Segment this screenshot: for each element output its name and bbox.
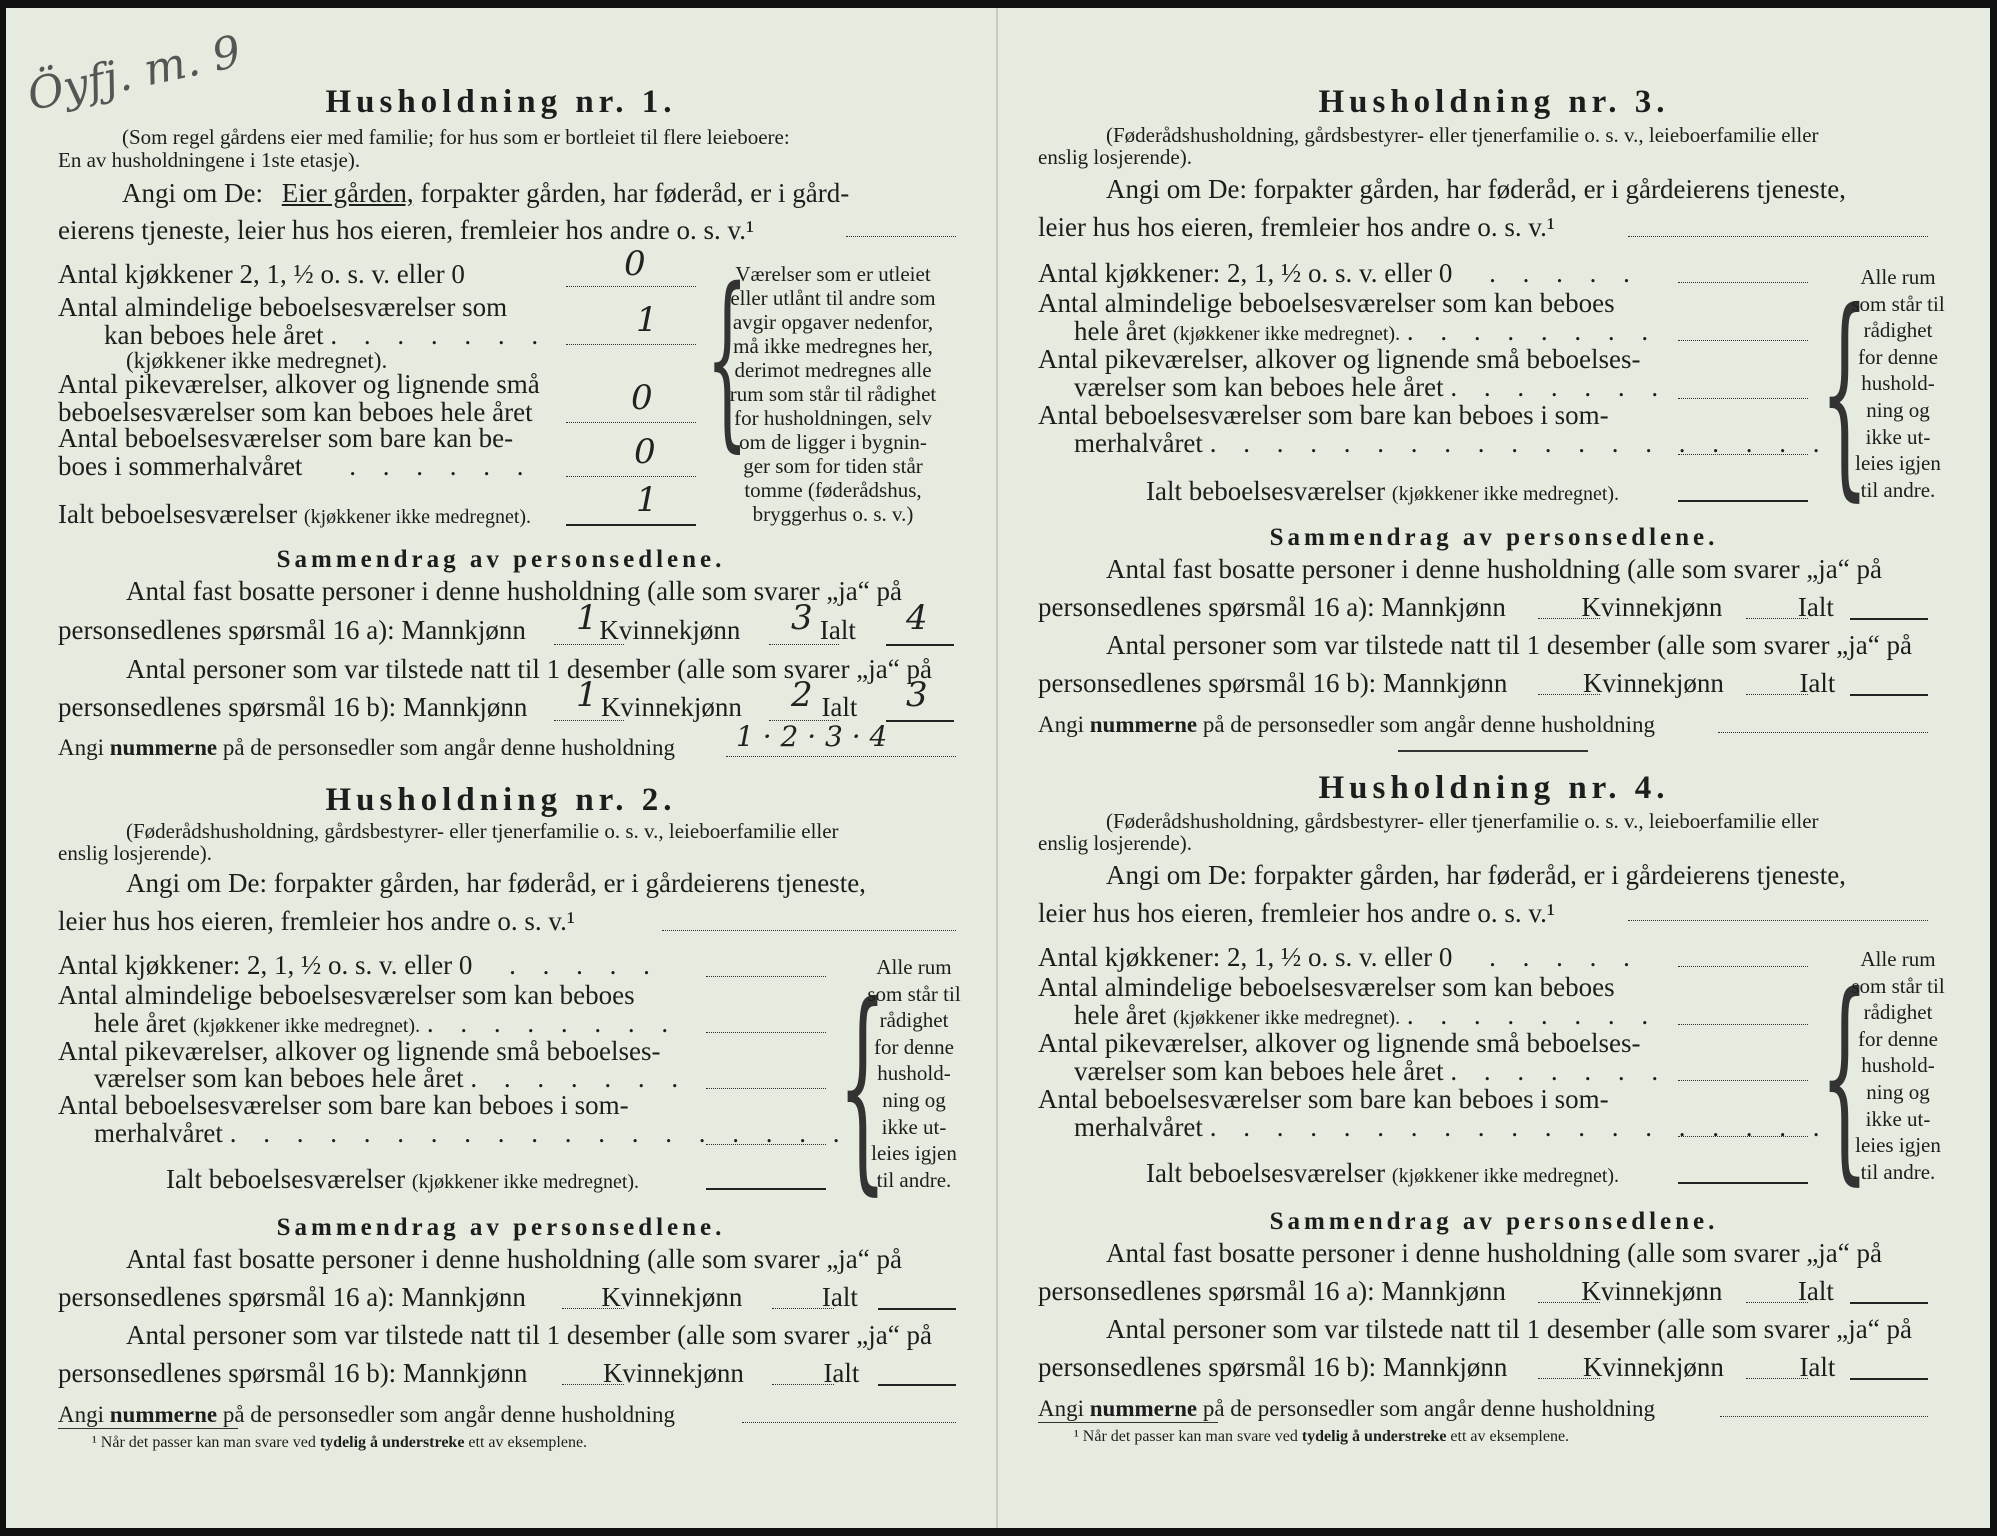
h1-16a-male-value: 1	[576, 598, 598, 638]
h1-16a-female-value: 3	[791, 598, 813, 638]
h3-numbers-bold: nummerne	[1089, 712, 1198, 737]
h1-summer-label-b: boes i sommerhalvåret . . . . . .	[58, 451, 534, 481]
h3-ordinary-label-a: Antal almindelige beboelsesværelser som kan beboes	[1038, 288, 1615, 318]
h1-16a-total-field[interactable]	[886, 644, 954, 646]
h3-16b-line1: Antal personer som var tilstede natt til 1 desember (alle som svarer „ja“ på	[1106, 630, 1912, 660]
h1-side-line: bryggerhus o. s. v.)	[752, 502, 914, 526]
h1-16b-male-value: 1	[576, 675, 598, 715]
h4-total-note: (kjøkkener ikke medregnet).	[1391, 1165, 1620, 1187]
h3-kitchens-field[interactable]	[1678, 282, 1808, 283]
h2-title: Husholdning nr. 2.	[325, 782, 677, 818]
h4-angi-line2: leier hus hos eieren, fremleier hos andre o. s. v.¹	[1038, 898, 1555, 928]
h3-summer-text: merhalvåret	[1074, 428, 1203, 458]
h1-side-line: avgir opgaver nedenfor,	[732, 310, 934, 334]
h1-side-line: derimot medregnes alle	[734, 358, 932, 382]
h1-side-line: tomme (føderådshus,	[744, 478, 922, 502]
h1-ordinary-field[interactable]	[566, 344, 696, 345]
h2-16b-male-field[interactable]	[562, 1384, 624, 1385]
h3-total-note: (kjøkkener ikke medregnet).	[1391, 483, 1620, 505]
h3-kitchens-label: Antal kjøkkener: 2, 1, ½ o. s. v. eller 0 . . . . .	[1038, 258, 1640, 288]
h3-16b-total-label: Ialt	[1799, 668, 1836, 698]
h2-16b-total-label: Ialt	[823, 1358, 860, 1388]
h1-side-line: ger som for tiden står	[743, 454, 923, 478]
h1-summer-field[interactable]	[566, 476, 696, 477]
census-form-sheet	[6, 8, 1990, 1528]
h1-title: Husholdning nr. 1.	[325, 84, 677, 120]
h3-summer-label-a: Antal beboelsesværelser som bare kan beboes i som-	[1038, 400, 1609, 430]
h2-ordinary-field[interactable]	[706, 1032, 826, 1033]
h4-title: Husholdning nr. 4.	[1318, 770, 1670, 806]
h4-footnote-pre: ¹ Når det passer kan man svare ved	[1074, 1428, 1298, 1445]
h1-16a-line1: Antal fast bosatte personer i denne husholdning (alle som svarer „ja“ på	[126, 576, 902, 606]
h1-maid-value: 0	[631, 378, 653, 418]
h1-ordinary-value: 1	[636, 300, 658, 340]
h1-numbers-bold: nummerne	[109, 735, 218, 760]
h1-total-field[interactable]	[566, 524, 696, 526]
h3-numbers-rest: på de personsedler som angår denne husholdning	[1202, 712, 1656, 737]
h1-16b-male-label: personsedlenes spørsmål 16 b): Mannkjønn	[58, 692, 528, 722]
h1-16b-line1: Antal personer som var tilstede natt til 1 desember (alle som svarer „ja“ på	[126, 654, 932, 684]
h3-summer-field[interactable]	[1678, 454, 1808, 455]
h2-maid-label-b: værelser som kan beboes hele året . . . . . . .	[94, 1063, 689, 1093]
h4-16a-line2	[1038, 1276, 1834, 1307]
h2-ordinary-label-a: Antal almindelige beboelsesværelser som kan beboes	[58, 980, 635, 1010]
h3-angi-line1: Angi om De: forpakter gården, har føderåd, er i gårdeierens tjeneste,	[1106, 174, 1846, 204]
h2-footnote-bold: tydelig å understreke	[319, 1434, 465, 1451]
h1-total-text: Ialt beboelsesværelser	[58, 499, 298, 529]
h3-total-label	[1146, 476, 1619, 507]
h2-side-line: ning og	[882, 1087, 946, 1112]
h4-note-line2: enslig losjerende).	[1038, 831, 1192, 855]
h2-footnote-post: ett av eksemplene.	[468, 1434, 588, 1451]
h3-16b-female-label: Kvinnekjønn	[1582, 668, 1724, 698]
h2-kitchens-label: Antal kjøkkener: 2, 1, ½ o. s. v. eller 0 . . . . .	[58, 950, 660, 980]
h4-footnote	[1074, 1428, 1569, 1446]
h1-kitchens-field[interactable]	[566, 286, 696, 287]
h4-side-line: som står til	[1851, 973, 1945, 998]
h2-summer-label-a: Antal beboelsesværelser som bare kan beboes i som-	[58, 1090, 629, 1120]
h4-total-field[interactable]	[1678, 1182, 1808, 1184]
h1-summer-value: 0	[634, 432, 656, 472]
h2-16a-female-label: Kvinnekjønn	[601, 1282, 743, 1312]
h1-numbers-field[interactable]	[726, 756, 956, 757]
h2-16a-line1: Antal fast bosatte personer i denne husholdning (alle som svarer „ja“ på	[126, 1244, 902, 1274]
h4-summer-label-b: merhalvåret . . . . . . . . . . . . . . . . . . .	[1074, 1112, 1830, 1142]
h3-maid-label-b: værelser som kan beboes hele året . . . . . . .	[1074, 372, 1669, 402]
h1-angi-line1	[122, 178, 849, 209]
h2-numbers-label	[58, 1402, 675, 1428]
h4-side-line: Alle rum	[1860, 947, 1936, 971]
margin-handwritten-note: Öyfj. m. 9	[23, 26, 246, 121]
h2-summer-field[interactable]	[706, 1144, 826, 1145]
h3-side-line: til andre.	[1860, 477, 1936, 502]
h2-numbers-angi: Angi	[58, 1402, 104, 1427]
h1-16b-total-field[interactable]	[886, 720, 954, 722]
h1-16b-female-label: Kvinnekjønn	[600, 692, 742, 722]
h2-angi-line1: Angi om De: forpakter gården, har føderåd, er i gårdeierens tjeneste,	[126, 868, 866, 898]
h4-side-line: hushold-	[1861, 1053, 1935, 1078]
h4-16a-total-field[interactable]	[1850, 1302, 1928, 1304]
h4-numbers-angi: Angi	[1038, 1396, 1084, 1421]
h1-summer-text: boes i sommerhalvåret	[58, 451, 303, 481]
h1-side-line: rum som står til rådighet	[729, 382, 937, 406]
h4-16b-female-field[interactable]	[1746, 1378, 1808, 1379]
h3-total-field[interactable]	[1678, 500, 1808, 502]
h2-side-line: hushold-	[877, 1061, 951, 1086]
h1-numbers-rest: på de personsedler som angår denne husholdning	[222, 735, 676, 760]
h2-16b-total-field[interactable]	[878, 1384, 956, 1386]
h3-16a-total-label: Ialt	[1797, 592, 1834, 622]
h1-16a-female-label: Kvinnekjønn	[599, 615, 741, 645]
h4-summer-label-a: Antal beboelsesværelser som bare kan beboes i som-	[1038, 1084, 1609, 1114]
h4-side-line: leies igjen	[1855, 1133, 1941, 1158]
h2-ordinary-note: (kjøkkener ikke medregnet).	[192, 1015, 421, 1037]
h1-ordinary-label-a: Antal almindelige beboelsesværelser som	[58, 292, 508, 322]
h4-numbers-rest: på de personsedler som angår denne husholdning	[1202, 1396, 1656, 1421]
h3-title: Husholdning nr. 3.	[1318, 84, 1670, 120]
h3-16b-total-field[interactable]	[1850, 694, 1928, 696]
h4-16a-total-label: Ialt	[1797, 1276, 1834, 1306]
h1-brace: {	[706, 248, 749, 469]
h1-16b-female-value: 2	[791, 675, 813, 715]
h4-total-text: Ialt beboelsesværelser	[1146, 1158, 1386, 1188]
h4-16b-total-field[interactable]	[1850, 1378, 1928, 1380]
h1-numbers-angi: Angi	[58, 735, 104, 760]
h2-numbers-bold: nummerne	[109, 1402, 218, 1427]
h2-side-line: for denne	[874, 1034, 954, 1059]
h4-16b-female-label: Kvinnekjønn	[1582, 1352, 1724, 1382]
h2-total-note: (kjøkkener ikke medregnet).	[411, 1171, 640, 1193]
h3-side-line: Alle rum	[1860, 265, 1936, 289]
h4-16b-line1: Antal personer som var tilstede natt til 1 desember (alle som svarer „ja“ på	[1106, 1314, 1912, 1344]
h2-angi-line2: leier hus hos eieren, fremleier hos andre o. s. v.¹	[58, 906, 575, 936]
h2-side-line: som står til	[867, 981, 961, 1006]
h4-ordinary-note: (kjøkkener ikke medregnet).	[1172, 1007, 1401, 1029]
h2-total-label	[166, 1164, 639, 1195]
h3-maid-label-a: Antal pikeværelser, alkover og lignende små beboelses-	[1038, 344, 1641, 374]
h2-16a-total-label: Ialt	[821, 1282, 858, 1312]
h2-16b-line1: Antal personer som var tilstede natt til 1 desember (alle som svarer „ja“ på	[126, 1320, 932, 1350]
h1-summer-label-a: Antal beboelsesværelser som bare kan be-	[58, 423, 514, 453]
h2-brace: {	[838, 958, 887, 1214]
h3-brace: {	[1820, 264, 1869, 520]
h2-footnote	[92, 1434, 587, 1452]
h2-16a-total-field[interactable]	[878, 1308, 956, 1310]
h4-ordinary-field[interactable]	[1678, 1024, 1808, 1025]
h2-note-line1: (Føderådshusholdning, gårdsbestyrer- eller tjenerfamilie o. s. v., leieboerfamilie eller	[126, 819, 839, 843]
h4-16b-total-label: Ialt	[1799, 1352, 1836, 1382]
h3-maid-text: værelser som kan beboes hele året	[1074, 372, 1444, 402]
h1-angi-other-options: forpakter gården, har føderåd, er i gård-	[420, 178, 850, 208]
h2-16b-male-label: personsedlenes spørsmål 16 b): Mannkjønn	[58, 1358, 528, 1388]
h3-side-line: hushold-	[1861, 371, 1935, 396]
h2-total-field[interactable]	[706, 1188, 826, 1190]
h1-total-note: (kjøkkener ikke medregnet).	[303, 506, 532, 528]
h2-side-note	[854, 954, 974, 1193]
h3-16b-female-field[interactable]	[1746, 694, 1808, 695]
h3-summer-label-b: merhalvåret . . . . . . . . . . . . . . . . . . .	[1074, 428, 1830, 458]
h2-side-line: leies igjen	[871, 1141, 957, 1166]
h3-ordinary-label-b: hele året (kjøkkener ikke medregnet). . . . . . . . .	[1074, 316, 1659, 346]
h4-16b-line2	[1038, 1352, 1835, 1383]
h4-ordinary-text: hele året	[1074, 1000, 1167, 1030]
h1-16b-total-value: 3	[906, 675, 928, 715]
h2-side-line: Alle rum	[876, 955, 952, 979]
h3-angi-line2: leier hus hos eieren, fremleier hos andre o. s. v.¹	[1038, 212, 1555, 242]
h1-note-line1: (Som regel gårdens eier med familie; for hus som er bortleiet til flere leieboere:	[122, 125, 790, 149]
h4-summer-text: merhalvåret	[1074, 1112, 1203, 1142]
h4-kitchens-field[interactable]	[1678, 966, 1808, 967]
h2-maid-label-a: Antal pikeværelser, alkover og lignende små beboelses-	[58, 1036, 661, 1066]
h1-maid-label-a: Antal pikeværelser, alkover og lignende små	[58, 369, 540, 399]
h4-side-line: for denne	[1858, 1026, 1938, 1051]
h4-angi-field[interactable]	[1628, 920, 1928, 921]
h4-side-line: ning og	[1866, 1079, 1930, 1104]
h4-16b-male-field[interactable]	[1538, 1378, 1600, 1379]
h4-16b-male-label: personsedlenes spørsmål 16 b): Mannkjønn	[1038, 1352, 1508, 1382]
h4-side-line: rådighet	[1863, 1000, 1933, 1025]
h1-maid-label-b: beboelsesværelser som kan beboes hele året	[58, 397, 533, 427]
h1-numbers-value: 1 · 2 · 3 · 4	[736, 720, 888, 753]
right-page	[998, 8, 1990, 1528]
h4-maid-text: værelser som kan beboes hele året	[1074, 1056, 1444, 1086]
h3-ordinary-text: hele året	[1074, 316, 1167, 346]
h2-total-text: Ialt beboelsesværelser	[166, 1164, 406, 1194]
h3-maid-field[interactable]	[1678, 398, 1808, 399]
h3-16b-male-field[interactable]	[1538, 694, 1600, 695]
h1-side-line: må ikke medregnes her,	[733, 334, 933, 358]
h2-side-line: til andre.	[876, 1167, 952, 1192]
h1-16b-male-field[interactable]	[554, 720, 624, 721]
h2-footnote-rule	[58, 1428, 238, 1429]
h3-16a-total-field[interactable]	[1850, 618, 1928, 620]
h1-side-line: eller utlånt til andre som	[730, 286, 936, 310]
h4-footnote-bold: tydelig å understreke	[1301, 1428, 1447, 1445]
h1-angi-line2: eierens tjeneste, leier hus hos eieren, fremleier hos andre o. s. v.¹	[58, 215, 755, 245]
h2-kitchens-text: Antal kjøkkener: 2, 1, ½ o. s. v. eller 0	[58, 950, 473, 980]
h4-summary-title: Sammendrag av personsedlene.	[1269, 1208, 1719, 1235]
h2-16a-line2	[58, 1282, 858, 1313]
h4-ordinary-label-b: hele året (kjøkkener ikke medregnet). . . . . . . . .	[1074, 1000, 1659, 1030]
h3-ordinary-field[interactable]	[1678, 340, 1808, 341]
h3-16b-line2	[1038, 668, 1835, 699]
h4-side-note	[1836, 946, 1960, 1185]
h1-16b-line2	[58, 692, 857, 723]
h3-numbers-label	[1038, 712, 1655, 738]
h4-16a-male-field[interactable]	[1538, 1302, 1600, 1303]
h3-side-line: for denne	[1858, 344, 1938, 369]
h1-maid-field[interactable]	[566, 422, 696, 423]
h1-kitchens-value: 0	[624, 244, 646, 284]
h2-note-line2: enslig losjerende).	[58, 841, 212, 865]
h1-16a-total-value: 4	[906, 598, 928, 638]
h1-total-label	[58, 499, 531, 530]
h1-16b-total-label: Ialt	[821, 692, 858, 722]
h2-side-line: ikke ut-	[881, 1114, 947, 1139]
h2-maid-text: værelser som kan beboes hele året	[94, 1063, 464, 1093]
h4-numbers-label	[1038, 1396, 1655, 1422]
h4-note-line1: (Føderådshusholdning, gårdsbestyrer- eller tjenerfamilie o. s. v., leieboerfamilie eller	[1106, 809, 1819, 833]
h3-side-line: ikke ut-	[1865, 424, 1931, 449]
h2-16a-female-field[interactable]	[772, 1308, 834, 1309]
h4-summer-field[interactable]	[1678, 1136, 1808, 1137]
h1-angi-label: Angi om De:	[122, 178, 263, 208]
h3-16a-line2	[1038, 592, 1834, 623]
h2-ordinary-text: hele året	[94, 1008, 187, 1038]
h3-ordinary-note: (kjøkkener ikke medregnet).	[1172, 323, 1401, 345]
h1-kitchens-label: Antal kjøkkener 2, 1, ½ o. s. v. eller 0	[58, 259, 465, 289]
h3-side-line: rådighet	[1863, 318, 1933, 343]
h1-side-note	[718, 262, 948, 526]
h1-ordinary-text: kan beboes hele året	[104, 320, 324, 350]
h4-maid-field[interactable]	[1678, 1080, 1808, 1081]
h3-side-line: leies igjen	[1855, 451, 1941, 476]
h1-numbers-label	[58, 735, 675, 761]
h4-kitchens-label: Antal kjøkkener: 2, 1, ½ o. s. v. eller 0 . . . . .	[1038, 942, 1640, 972]
h4-footnote-rule	[1038, 1422, 1218, 1423]
h4-side-line: ikke ut-	[1865, 1106, 1931, 1131]
h1-angi-line[interactable]	[846, 236, 956, 237]
h1-side-line: for husholdningen, selv	[734, 406, 932, 430]
h3-summary-title: Sammendrag av personsedlene.	[1269, 524, 1719, 551]
h2-numbers-field[interactable]	[742, 1422, 956, 1423]
h4-side-line: til andre.	[1860, 1159, 1936, 1184]
h2-numbers-rest: på de personsedler som angår denne husholdning	[222, 1402, 676, 1427]
h3-16a-male-field[interactable]	[1538, 618, 1600, 619]
h1-note-line2: En av husholdningene i 1ste etasje).	[58, 148, 361, 172]
h3-16a-female-label: Kvinnekjønn	[1581, 592, 1723, 622]
h2-16a-male-field[interactable]	[562, 1308, 624, 1309]
h3-side-line: ning og	[1866, 397, 1930, 422]
h4-numbers-field[interactable]	[1720, 1416, 1928, 1417]
h1-16a-total-label: Ialt	[819, 615, 856, 645]
h2-maid-field[interactable]	[706, 1088, 826, 1089]
h1-total-value: 1	[636, 480, 658, 520]
h3-16a-female-field[interactable]	[1746, 618, 1808, 619]
h4-kitchens-text: Antal kjøkkener: 2, 1, ½ o. s. v. eller 0	[1038, 942, 1453, 972]
h3-16a-line1: Antal fast bosatte personer i denne husholdning (alle som svarer „ja“ på	[1106, 554, 1882, 584]
h4-maid-label-a: Antal pikeværelser, alkover og lignende små beboelses-	[1038, 1028, 1641, 1058]
h4-numbers-bold: nummerne	[1089, 1396, 1198, 1421]
h2-angi-field[interactable]	[662, 930, 956, 931]
h2-kitchens-field[interactable]	[706, 976, 826, 977]
h1-ordinary-label-c: (kjøkkener ikke medregnet).	[126, 348, 388, 373]
h3-side-note	[1836, 264, 1960, 503]
h2-summer-text: merhalvåret	[94, 1118, 223, 1148]
h2-16b-line2	[58, 1358, 859, 1389]
h2-summary-title: Sammendrag av personsedlene.	[276, 1214, 726, 1241]
h2-16b-female-field[interactable]	[772, 1384, 834, 1385]
h1-summary-title: Sammendrag av personsedlene.	[276, 546, 726, 573]
h4-16a-line1: Antal fast bosatte personer i denne husholdning (alle som svarer „ja“ på	[1106, 1238, 1882, 1268]
h2-16b-female-label: Kvinnekjønn	[602, 1358, 744, 1388]
h4-footnote-post: ett av eksemplene.	[1450, 1428, 1570, 1445]
h1-16a-line2	[58, 615, 856, 646]
h3-total-text: Ialt beboelsesværelser	[1146, 476, 1386, 506]
h3-16b-male-label: personsedlenes spørsmål 16 b): Mannkjønn	[1038, 668, 1508, 698]
h1-side-line: om de ligger i bygnin-	[739, 430, 927, 454]
h3-note-line1: (Føderådshusholdning, gårdsbestyrer- eller tjenerfamilie o. s. v., leieboerfamilie eller	[1106, 123, 1819, 147]
h3-kitchens-text: Antal kjøkkener: 2, 1, ½ o. s. v. eller 0	[1038, 258, 1453, 288]
h4-16a-female-field[interactable]	[1746, 1302, 1808, 1303]
h4-total-label	[1146, 1158, 1619, 1189]
h3-side-line: som står til	[1851, 291, 1945, 316]
h2-side-line: rådighet	[879, 1008, 949, 1033]
h1-side-line: Værelser som er utleiet	[735, 262, 931, 286]
h3-angi-field[interactable]	[1628, 236, 1928, 237]
h4-maid-label-b: værelser som kan beboes hele året . . . . . . .	[1074, 1056, 1669, 1086]
h4-ordinary-label-a: Antal almindelige beboelsesværelser som kan beboes	[1038, 972, 1615, 1002]
h4-angi-line1: Angi om De: forpakter gården, har føderåd, er i gårdeierens tjeneste,	[1106, 860, 1846, 890]
h4-16a-female-label: Kvinnekjønn	[1581, 1276, 1723, 1306]
h1-ordinary-label-b: kan beboes hele året . . . . . . .	[104, 320, 549, 350]
h3-numbers-field[interactable]	[1718, 732, 1928, 733]
section-divider	[1398, 750, 1588, 752]
h1-16a-male-label: personsedlenes spørsmål 16 a): Mannkjønn	[58, 615, 526, 645]
h2-footnote-pre: ¹ Når det passer kan man svare ved	[92, 1434, 316, 1451]
h3-numbers-angi: Angi	[1038, 712, 1084, 737]
h2-summer-label-b: merhalvåret . . . . . . . . . . . . . . . . . . .	[94, 1118, 850, 1148]
h3-16a-male-label: personsedlenes spørsmål 16 a): Mannkjønn	[1038, 592, 1506, 622]
h1-angi-owner-option[interactable]: Eier gården,	[281, 178, 414, 208]
h2-ordinary-label-b: hele året (kjøkkener ikke medregnet). . . . . . . . .	[94, 1008, 679, 1038]
h2-16a-male-label: personsedlenes spørsmål 16 a): Mannkjønn	[58, 1282, 526, 1312]
h1-16a-female-field[interactable]	[769, 644, 839, 645]
h4-16a-male-label: personsedlenes spørsmål 16 a): Mannkjønn	[1038, 1276, 1506, 1306]
left-page	[6, 8, 996, 1528]
h4-brace: {	[1820, 948, 1869, 1204]
h3-note-line2: enslig losjerende).	[1038, 145, 1192, 169]
h1-16a-male-field[interactable]	[554, 644, 624, 645]
